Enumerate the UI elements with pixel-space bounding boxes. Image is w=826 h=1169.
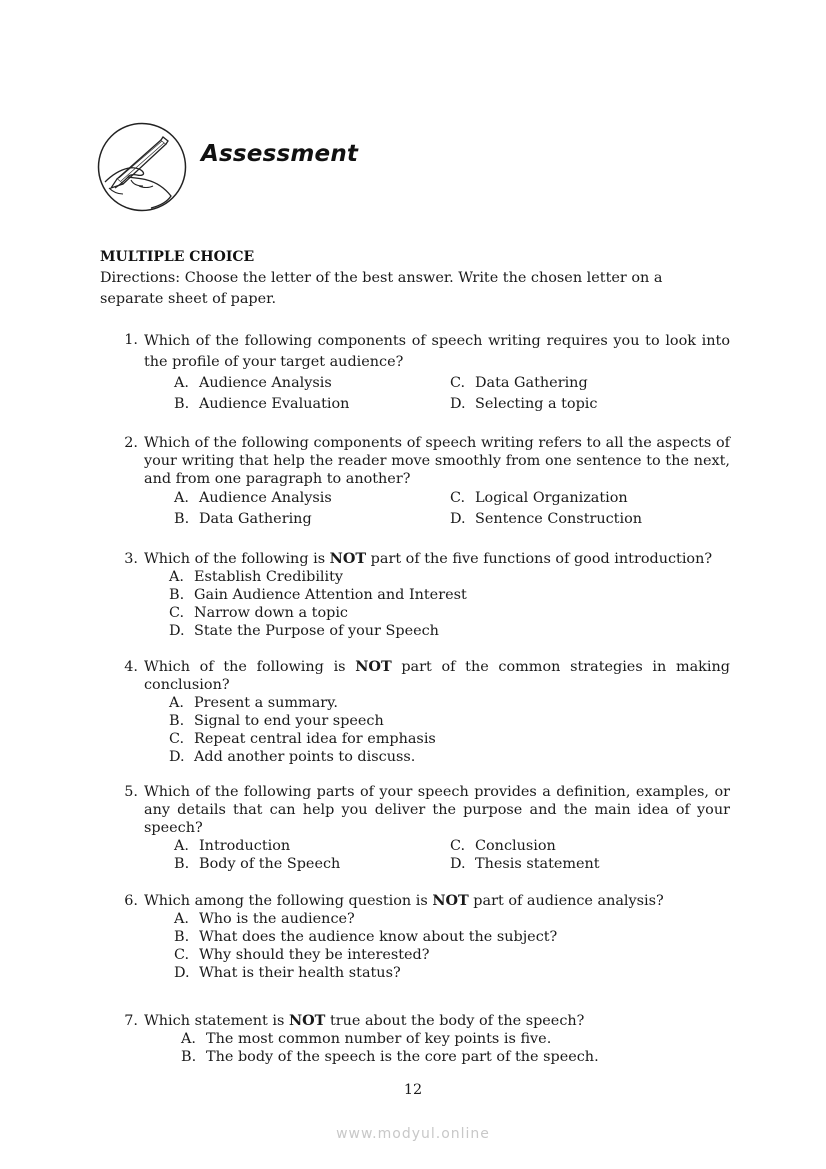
question-text: Which of the following parts of your speech provides a definition, examples, or any details that can help you deliver the purpose and the main idea of your speech?	[144, 784, 730, 836]
option-item: A. Who is the audience?	[174, 911, 355, 927]
question-number: 4.	[124, 659, 138, 675]
question-text: Which of the following components of speech writing refers to all the aspects of your writing that help the reader move smoothly from one sentence to the next, and from one paragraph to another?	[144, 435, 730, 487]
option-item: A. Present a summary.	[169, 695, 338, 711]
option-item: A. Audience Analysis	[174, 490, 332, 506]
emphasis-not: NOT	[355, 658, 392, 675]
question-text: Which of the following is NOT part of the common strategies in making conclusion?	[144, 658, 730, 693]
option-item: A. The most common number of key points is five.	[181, 1031, 552, 1047]
section-heading: MULTIPLE CHOICE	[100, 249, 255, 265]
question-item	[118, 658, 730, 766]
question-number: 5.	[124, 784, 138, 800]
question-number: 3.	[124, 551, 138, 567]
question-item	[118, 783, 730, 873]
option-item: B. Body of the Speech	[174, 856, 341, 872]
option-item: B. Data Gathering	[174, 511, 312, 527]
option-item: D. Sentence Construction	[450, 511, 642, 527]
question-text: Which of the following components of speech writing requires you to look into the profile of your target audience?	[144, 333, 730, 370]
question-number: 6.	[124, 893, 138, 909]
directions-text: Directions: Choose the letter of the best answer. Write the chosen letter on a separate sheet of paper.	[100, 270, 663, 307]
option-item: B. The body of the speech is the core part of the speech.	[181, 1049, 599, 1065]
option-item: D. Selecting a topic	[450, 396, 598, 412]
option-item: C. Data Gathering	[450, 375, 588, 391]
option-item: B. Audience Evaluation	[174, 396, 350, 412]
question-text: Which among the following question is NOT part of audience analysis?	[144, 892, 664, 909]
option-item: D. Add another points to discuss.	[169, 749, 416, 765]
question-item	[118, 550, 730, 640]
question-text: Which statement is NOT true about the body of the speech?	[144, 1012, 585, 1029]
question-number: 7.	[124, 1013, 138, 1029]
option-item: B. What does the audience know about the subject?	[174, 929, 558, 945]
hand-writing-icon	[97, 122, 187, 212]
option-item: C. Why should they be interested?	[174, 947, 430, 963]
emphasis-not: NOT	[288, 1012, 326, 1029]
question-item	[118, 1012, 730, 1066]
option-item: A. Audience Analysis	[174, 375, 332, 391]
emphasis-not: NOT	[432, 892, 469, 909]
question-item	[118, 434, 730, 530]
option-item: B. Gain Audience Attention and Interest	[169, 587, 467, 603]
option-item: D. What is their health status?	[174, 965, 401, 981]
page-number: 12	[403, 1082, 423, 1098]
option-item: D. Thesis statement	[450, 856, 600, 872]
emphasis-not: NOT	[329, 550, 367, 567]
option-item: A. Introduction	[174, 838, 291, 854]
option-item: B. Signal to end your speech	[169, 713, 384, 729]
question-text: Which of the following is NOT part of the five functions of good introduction?	[144, 550, 713, 567]
option-item: C. Conclusion	[450, 838, 556, 854]
option-item: A. Establish Credibility	[169, 569, 344, 585]
question-number: 2.	[124, 435, 138, 451]
option-item: D. State the Purpose of your Speech	[169, 623, 439, 639]
option-item: C. Repeat central idea for emphasis	[169, 731, 436, 747]
page-title: Assessment	[201, 141, 359, 167]
option-item: C. Logical Organization	[450, 490, 628, 506]
option-item: C. Narrow down a topic	[169, 605, 348, 621]
question-item	[118, 892, 730, 982]
watermark: www.modyul.online	[336, 1126, 490, 1142]
question-item	[118, 331, 730, 415]
question-number: 1.	[124, 332, 138, 348]
